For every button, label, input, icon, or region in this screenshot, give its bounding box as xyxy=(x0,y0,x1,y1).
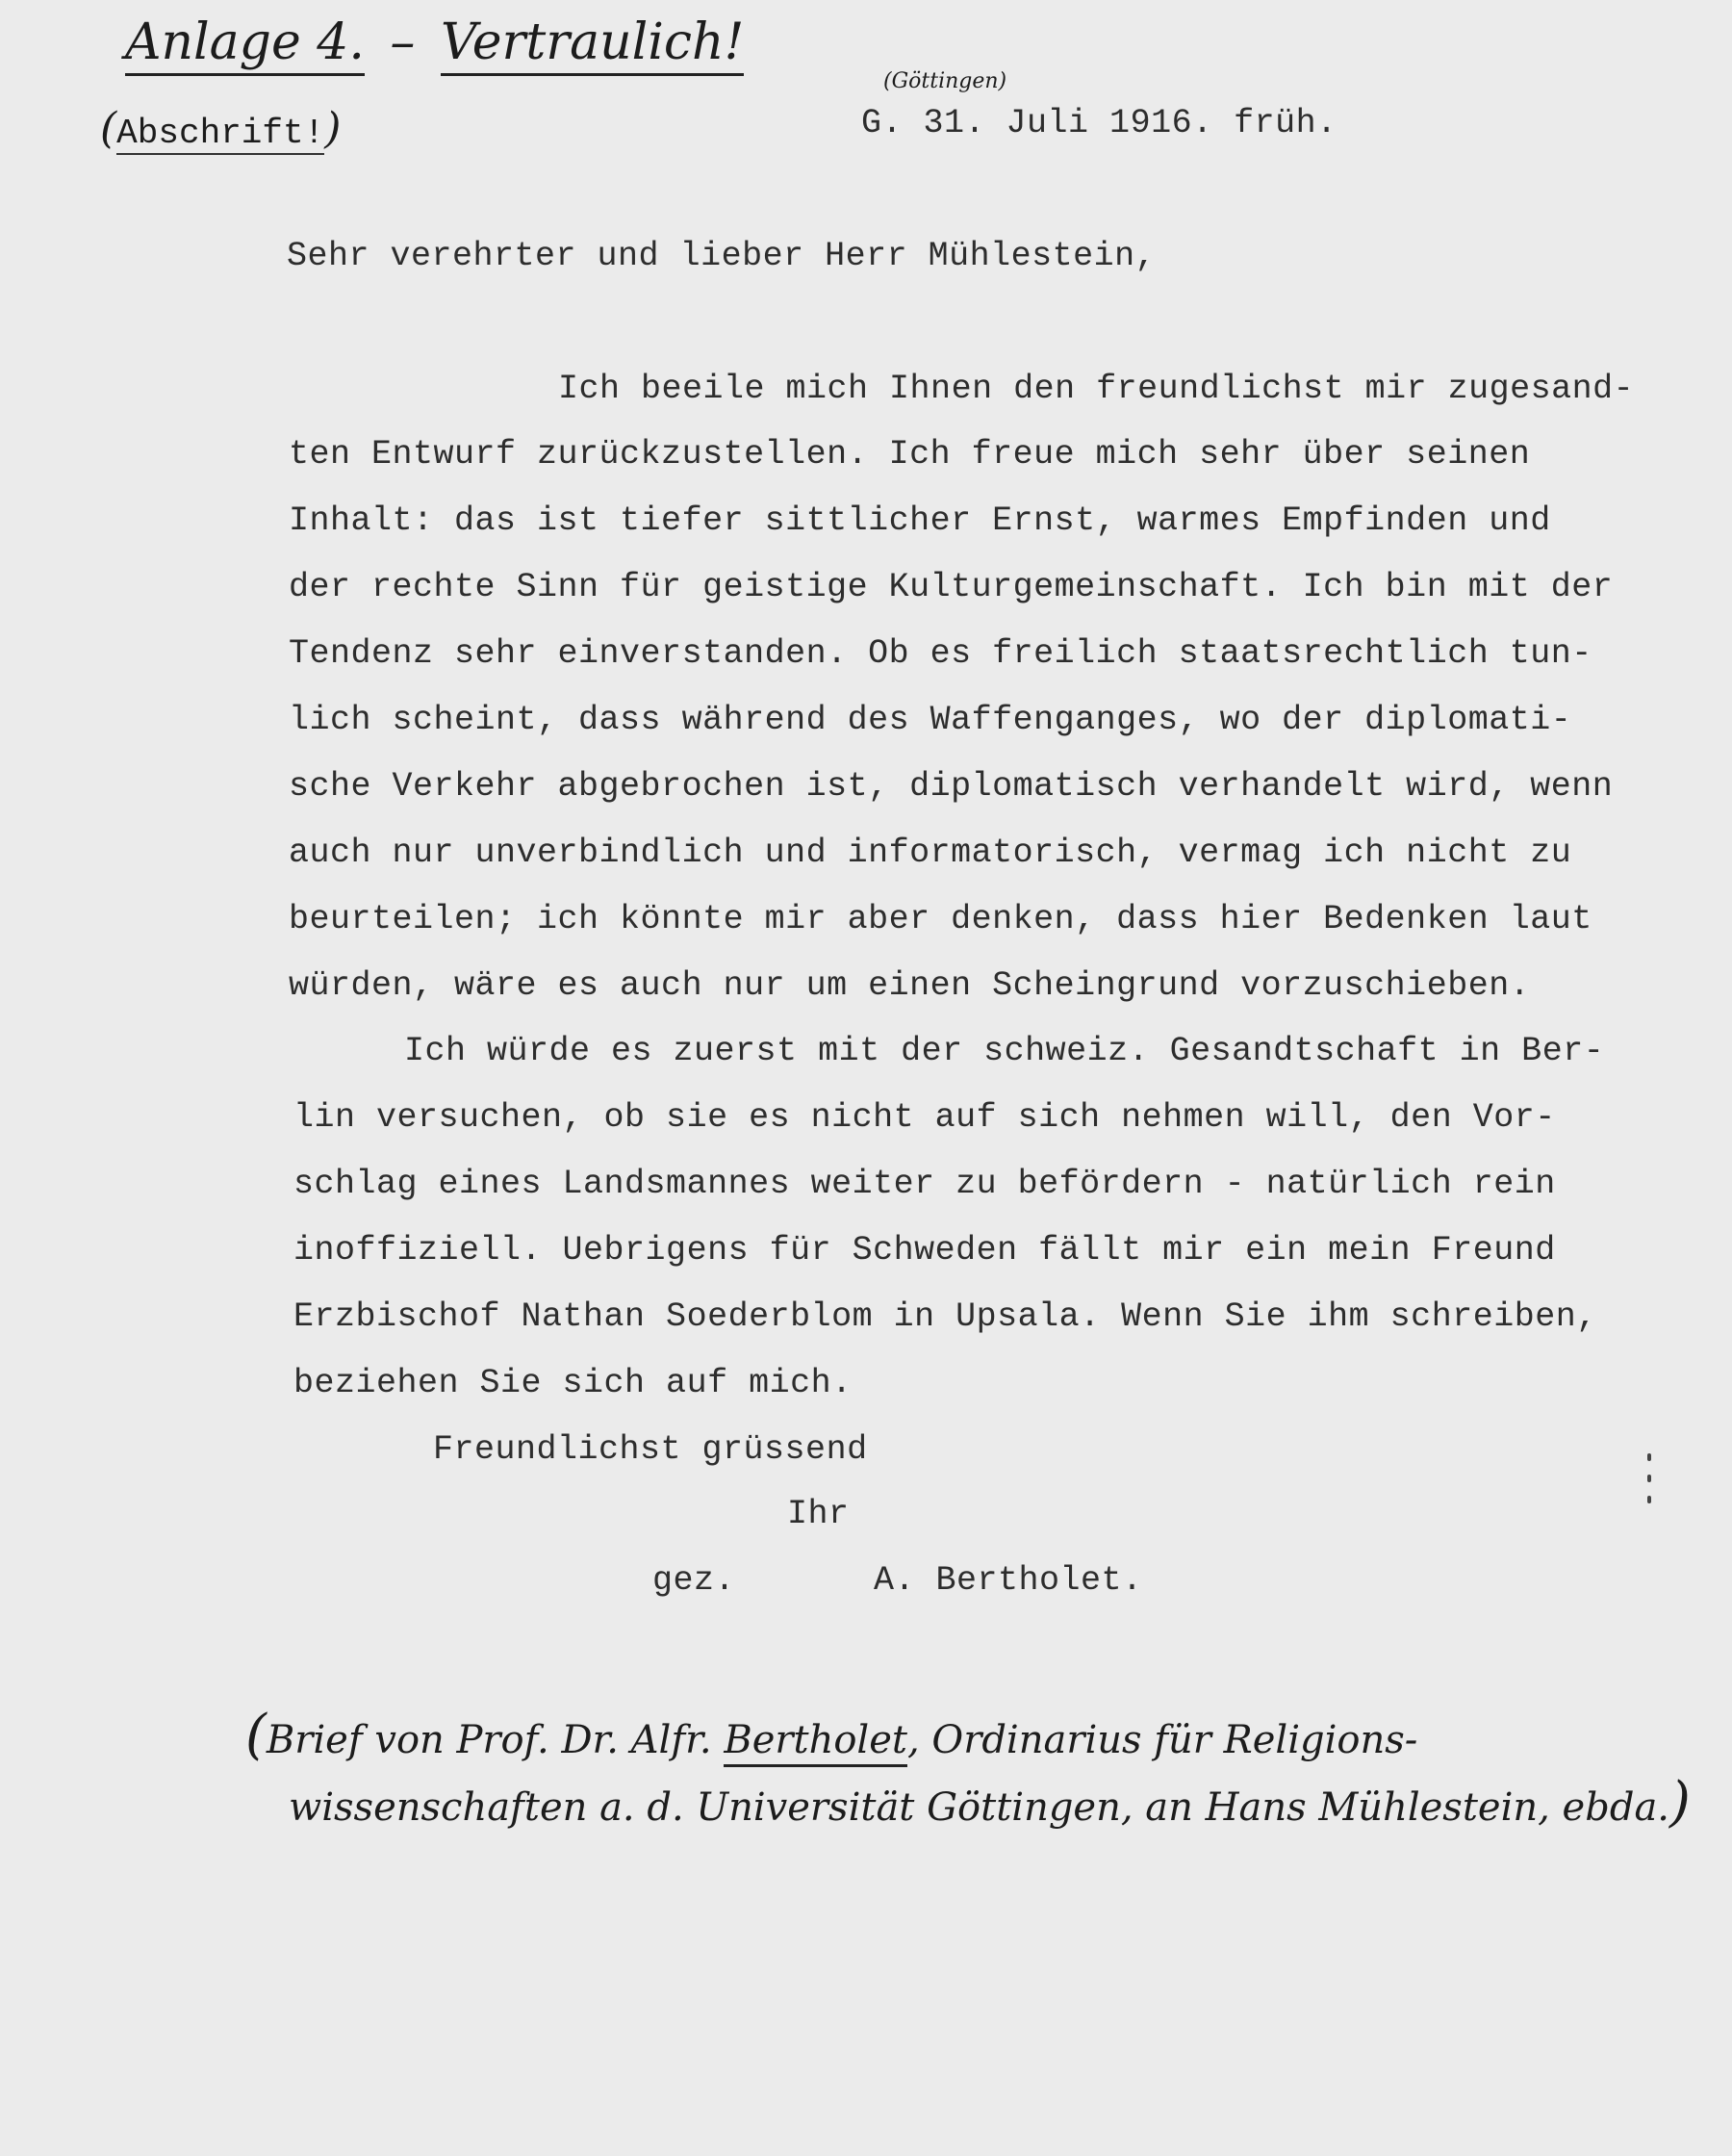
handwritten-annotation-line1 xyxy=(245,1704,1417,1766)
annotation-close-paren: ) xyxy=(1669,1771,1691,1834)
annotation-open-paren: ( xyxy=(245,1704,267,1766)
margin-dot xyxy=(1647,1453,1651,1461)
handwritten-heading xyxy=(125,13,744,71)
signed-abbreviation: gez. xyxy=(652,1561,736,1600)
copy-note xyxy=(100,104,341,153)
paragraph1-line: auch nur unverbindlich und informatorisch, vermag ich nicht zu xyxy=(289,834,1572,872)
paragraph1-line: ten Entwurf zurückzustellen. Ich freue mich sehr über seinen xyxy=(289,435,1531,474)
copy-note-text: Abschrift! xyxy=(116,114,325,153)
closing-greeting: Freundlichst grüssend xyxy=(433,1430,868,1469)
annotation-line1-pre: Brief von Prof. Dr. Alfr. xyxy=(266,1718,725,1762)
margin-marks xyxy=(1647,1453,1653,1521)
paragraph1-line: Tendenz sehr einverstanden. Ob es freilich staatsrechtlich tun- xyxy=(289,634,1592,673)
paragraph1-line: Ich beeile mich Ihnen den freundlichst mir zugesand- xyxy=(558,370,1635,408)
paragraph2-line: Ich würde es zuerst mit der schweiz. Gesandtschaft in Ber- xyxy=(404,1032,1605,1070)
closing-ihr: Ihr xyxy=(787,1495,850,1533)
annotation-line2-text: wissenschaften a. d. Universität Göttingen, an Hans Mühlestein, ebda. xyxy=(289,1785,1669,1830)
copy-note-close-paren: ) xyxy=(324,104,342,153)
annotation-name: Bertholet xyxy=(724,1718,907,1767)
paragraph2-line: inoffiziell. Uebrigens für Schweden fällt mir ein mein Freund xyxy=(293,1231,1556,1270)
margin-dot xyxy=(1647,1475,1651,1482)
handwritten-annotation-line2 xyxy=(289,1771,1691,1834)
date-text: 31. Juli 1916. früh. xyxy=(923,104,1337,142)
paragraph2-line: schlag eines Landsmannes weiter zu befördern - natürlich rein xyxy=(293,1165,1556,1203)
paragraph2-line: beziehen Sie sich auf mich. xyxy=(293,1364,853,1402)
copy-note-open-paren: ( xyxy=(100,104,117,153)
paragraph2-line: lin versuchen, ob sie es nicht auf sich nehmen will, den Vor- xyxy=(293,1098,1556,1137)
paragraph1-line: beurteilen; ich könnte mir aber denken, dass hier Bedenken laut xyxy=(289,900,1592,938)
annotation-line1-post: , Ordinarius für Religions- xyxy=(906,1718,1418,1762)
confidential-label: Vertraulich! xyxy=(441,13,744,76)
salutation: Sehr verehrter und lieber Herr Mühlestein, xyxy=(287,237,1157,275)
paragraph1-line: würden, wäre es auch nur um einen Scheingrund vorzuschieben. xyxy=(289,966,1531,1005)
place-handwritten: (Göttingen) xyxy=(883,69,1007,93)
paragraph1-line: sche Verkehr abgebrochen ist, diplomatisch verhandelt wird, wenn xyxy=(289,767,1614,806)
margin-dot xyxy=(1647,1496,1651,1503)
paragraph1-line: Inhalt: das ist tiefer sittlicher Ernst, warmes Empfinden und xyxy=(289,501,1551,540)
paragraph2-line: Erzbischof Nathan Soederblom in Upsala. Wenn Sie ihm schreiben, xyxy=(293,1297,1597,1336)
paragraph1-line: lich scheint, dass während des Waffenganges, wo der diplomati- xyxy=(289,701,1572,739)
date-line xyxy=(861,104,1337,142)
paragraph1-line: der rechte Sinn für geistige Kulturgemeinschaft. Ich bin mit der xyxy=(289,568,1614,606)
heading-separator: – xyxy=(390,13,416,71)
signature-name: A. Bertholet. xyxy=(874,1561,1143,1600)
place-typed: G. xyxy=(861,104,904,142)
anlage-label: Anlage 4. xyxy=(125,13,365,76)
